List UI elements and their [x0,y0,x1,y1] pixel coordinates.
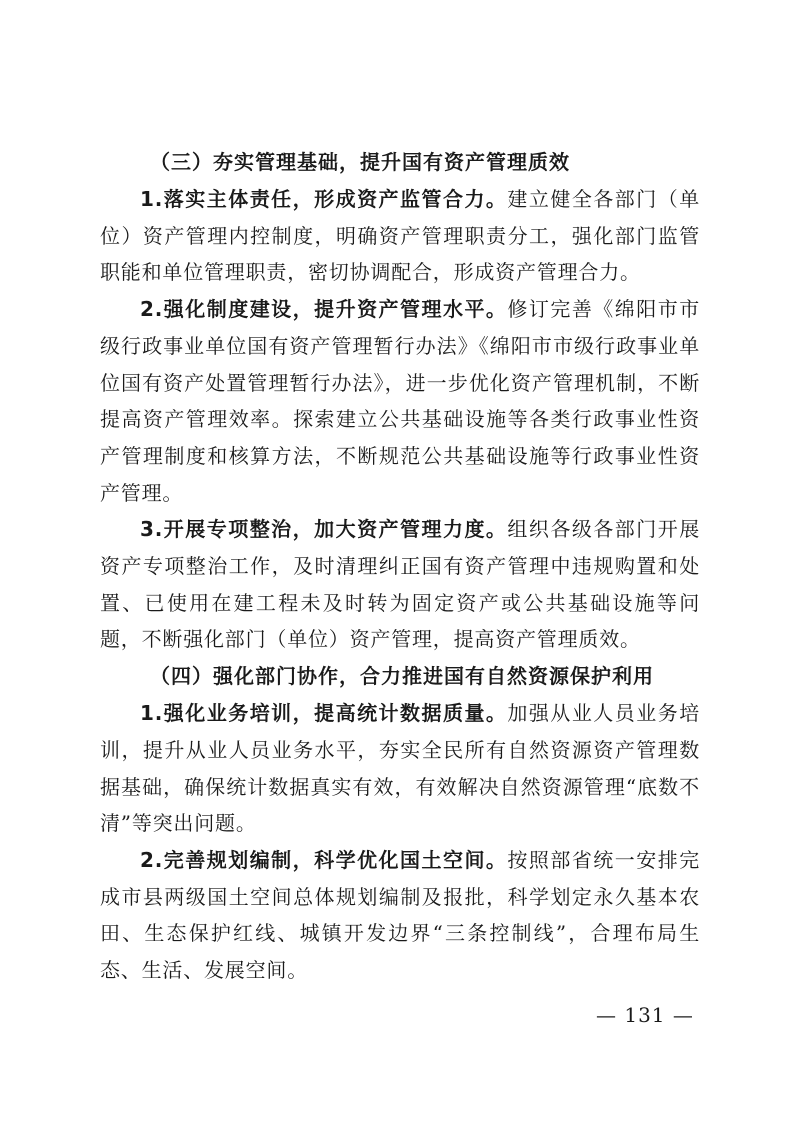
paragraph-3-1 [100,181,700,291]
section-heading-3: （三）夯实管理基础，提升国有资产管理质效 [150,150,570,174]
paragraph-3-3 [100,511,700,658]
paragraph-text: 组织各级各部门开展资产专项整治工作，及时清理纠正国有资产管理中违规购置和处置、已使用在建工程未及时转为固定资产或公共基础设施等问题，不断强化部门（单位）资产管理，提高资产管理质效。 [100,517,700,652]
paragraph-text: 建立健全各部门（单位）资产管理内控制度，明确资产管理职责分工，强化部门监管职能和单位管理职责，密切协调配合，形成资产管理合力。 [100,187,700,285]
paragraph-text: 修订完善《绵阳市市级行政事业单位国有资产管理暂行办法》《绵阳市市级行政事业单位国有资产处置管理暂行办法》，进一步优化资产管理机制，不断提高资产管理效率。探索建立公共基础设施等各类行政事业性资产管理制度和核算方法，不断规范公共基础设施等行政事业性资产管理。 [100,297,700,505]
paragraph-4-1 [100,695,700,842]
paragraph-3-2 [100,291,700,511]
page-number: — 131 — [596,1003,694,1027]
paragraph-lead: 3.开展专项整治，加大资产管理力度。 [140,517,508,542]
paragraph-lead: 1.落实主体责任，形成资产监管合力。 [140,187,508,211]
paragraph-lead: 1.强化业务培训，提高统计数据质量。 [140,701,508,726]
paragraph-lead: 2.完善规划编制，科学优化国土空间。 [140,847,508,872]
page-body [100,144,700,989]
paragraph-text: 按照部省统一安排完成市县两级国土空间总体规划编制及报批，科学划定永久基本农田、生态保护红线、城镇开发边界“三条控制线”，合理布局生态、生活、发展空间。 [100,847,700,983]
paragraph-lead: 2.强化制度建设，提升资产管理水平。 [140,297,508,322]
section-heading-4: （四）强化部门协作，合力推进国有自然资源保护利用 [150,664,654,689]
paragraph-4-2 [100,842,700,989]
paragraph-text: 加强从业人员业务培训，提升从业人员业务水平，夯实全民所有自然资源资产管理数据基础，确保统计数据真实有效，有效解决自然资源管理“底数不清”等突出问题。 [100,701,700,836]
